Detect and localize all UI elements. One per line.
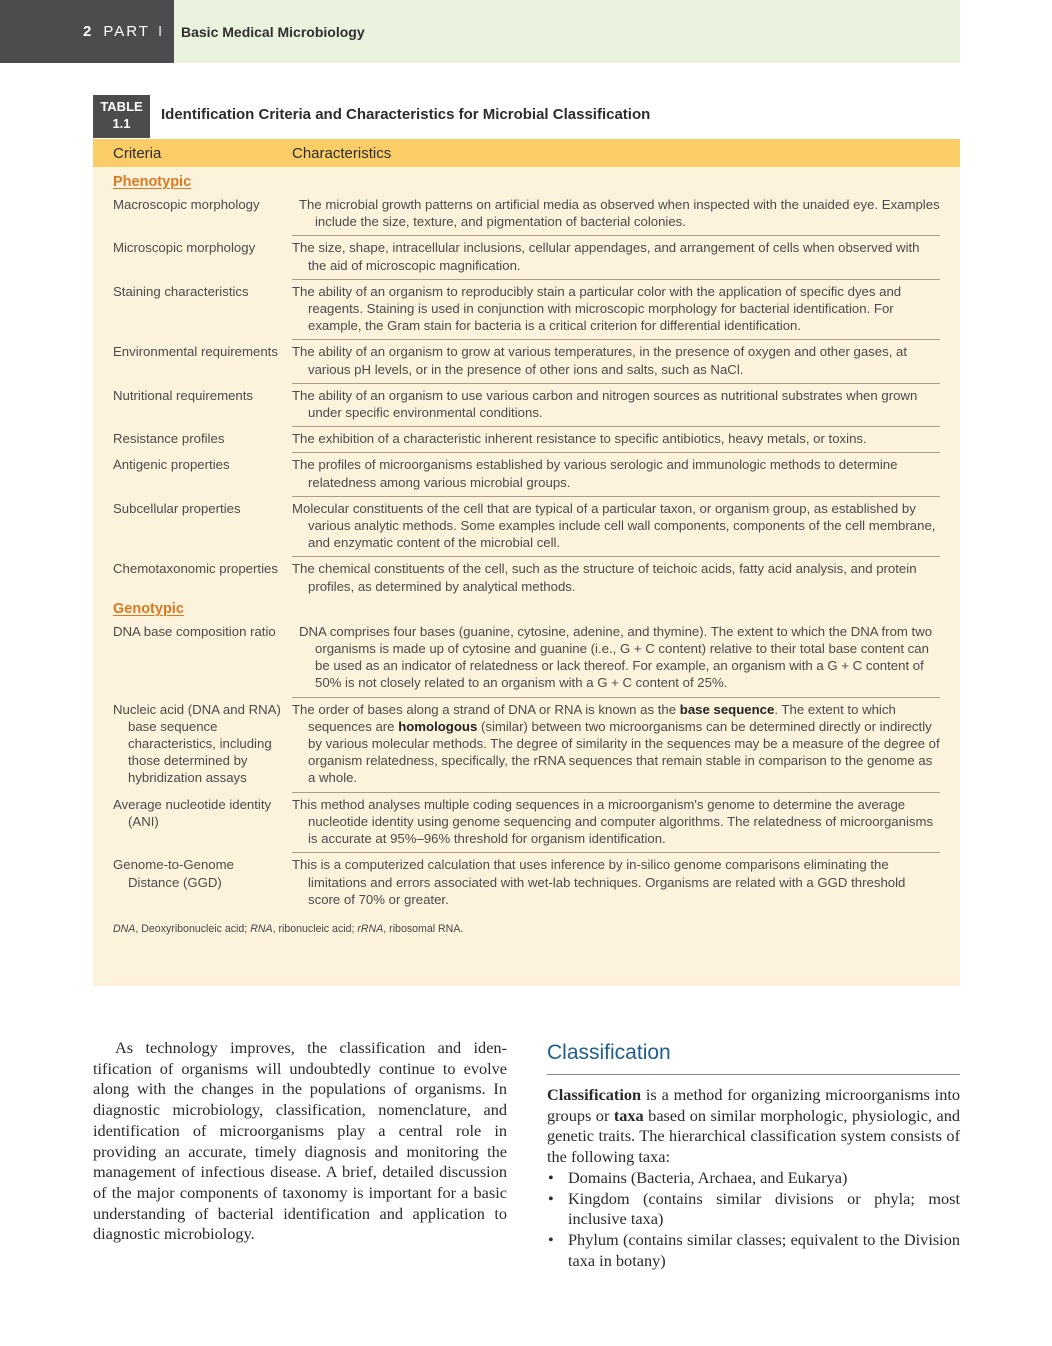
table-row xyxy=(113,384,940,426)
table-footnote xyxy=(113,923,940,935)
paragraph-text: based on similar morphologic, physiologic, and genetic traits. The hierarchical classification system consists of the following taxa: xyxy=(547,1105,960,1167)
characteristics-cell: Molecular constituents of the cell that are typical of a particular taxon, or organism group, as established by various analytic methods. Some examples include cell wall components, components of the cell membrane, and enzymatic content of the microbial cell. xyxy=(292,500,936,551)
characteristics-cell: The profiles of microorganisms established by various serologic and immunologic methods to determine relatedness among various microbial groups. xyxy=(292,457,898,490)
footnote-term: rRNA xyxy=(357,922,384,935)
running-header-part xyxy=(0,0,174,63)
criteria-cell: Subcellular properties xyxy=(113,500,241,516)
criteria-cell: Resistance profiles xyxy=(113,431,225,447)
characteristics-cell: The exhibition of a characteristic inherent resistance to specific antibiotics, heavy metals, or toxins. xyxy=(292,431,867,447)
seq-text-c: (similar) between two microorganisms can be determined directly or indirectly by various molecular methods. The degree of similarity in the sequences may be a measure of the degree of organism relatedness, specifically, the rRNA sequences that remain stable in comparison to the genome as a whole. xyxy=(308,718,940,786)
part-label: PART xyxy=(103,23,150,40)
left-column xyxy=(93,1038,507,1245)
characteristics-cell: This method analyses multiple coding sequences in a microorganism's genome to determine the average nucleotide identity using genome sequencing and computer algorithms. The relatedness of microorganisms is accurate at 95%–96% threshold for organism identification. xyxy=(292,796,934,847)
list-item: • Phylum (contains similar classes; equivalent to the Division taxa in botany) xyxy=(547,1230,960,1271)
table-row xyxy=(113,453,940,495)
table-body xyxy=(93,167,960,935)
intro-paragraph: As technology improves, the classification and identification of organisms will undoubtedly continue to evolve along with the changes in the populations of organisms. In diagnostic microbiology, classification, nomenclature, and identification of microorganisms play a central role in providing an accurate, timely diagnosis and monitoring the management of infectious disease. A brief, detailed discussion of the major components of taxonomy is important for a basic understanding of bacterial identification and application to diagnostic microbiology. xyxy=(93,1038,507,1244)
criteria-cell: Antigenic properties xyxy=(113,457,230,473)
characteristics-cell: The microbial growth patterns on artificial media as observed when inspected with the unaided eye. Examples include the size, texture, and pigmentation of bacterial colonies. xyxy=(299,197,940,230)
table-tag-label: TABLE xyxy=(100,99,143,114)
table-row xyxy=(113,853,940,913)
criteria-cell: DNA base composition ratio xyxy=(113,623,276,639)
section-genotypic: Genotypic xyxy=(113,600,184,617)
criteria-cell: Macroscopic morphology xyxy=(113,197,260,212)
criteria-cell: Microscopic morphology xyxy=(113,240,256,256)
term-homologous: homologous xyxy=(398,718,478,734)
part-number: I xyxy=(157,23,163,40)
paragraph-text: is a method for organizing microorganisms into groups or xyxy=(547,1085,960,1125)
footnote-term: DNA xyxy=(113,922,136,935)
characteristics-cell: The ability of an organism to use various carbon and nitrogen sources as nutritional substrates when grown under specific environmental conditions. xyxy=(292,387,918,421)
term-base-sequence: base sequence xyxy=(679,701,775,717)
footnote-def: , ribosomal RNA. xyxy=(383,922,464,935)
seq-text-b: . The extent to which sequences are xyxy=(308,701,896,734)
table-header-row xyxy=(93,139,960,167)
characteristics-cell: The ability of an organism to reproducibly stain a particular color with the application of specific dyes and reagents. Staining is used in conjunction with microscopic morphology for bacterial identification. For example, the Gram stain for bacteria is a critical criterion for differential identification. xyxy=(292,283,902,334)
classification-paragraph xyxy=(547,1085,960,1168)
taxa-list xyxy=(547,1168,960,1272)
characteristics-cell: DNA comprises four bases (guanine, cytosine, adenine, and thymine). The extent to which the DNA from two organisms is made up of cytosine and guanine (i.e., G + C content) relative to their total base content can be used as an indicator of relatedness or lack thereof. For example, an organism with a G + C content of 50% is not closely related to an organism with a G + C content of 25%. xyxy=(299,623,933,691)
table-row xyxy=(113,620,940,697)
table-title: Identification Criteria and Characteristics for Microbial Classification xyxy=(161,106,651,123)
page-number: 2 xyxy=(83,23,92,40)
column-header-criteria: Criteria xyxy=(113,144,162,162)
table-row xyxy=(113,236,940,278)
criteria-cell: Chemotaxonomic properties xyxy=(113,561,278,577)
characteristics-cell: This is a computerized calculation that uses inference by in-silico genome comparisons eliminating the limitations and errors associated with wet-lab techniques. Organisms are related with a GGD threshold score of 70% or greater. xyxy=(292,857,906,907)
footnote-def: , ribonucleic acid; xyxy=(272,922,358,935)
characteristics-cell: The size, shape, intracellular inclusions, cellular appendages, and arrangement of cells when observed with the aid of microscopic magnification. xyxy=(292,240,920,273)
right-column xyxy=(547,1038,960,1271)
running-header-title xyxy=(174,0,960,63)
section-heading-classification: Classification xyxy=(547,1040,960,1075)
criteria-cell: Average nucleotide identity (ANI) xyxy=(113,796,272,829)
list-item: • Kingdom (contains similar divisions or phyla; most inclusive taxa) xyxy=(547,1189,960,1230)
table-row xyxy=(113,698,940,792)
column-header-characteristics: Characteristics xyxy=(292,144,392,162)
table-row xyxy=(113,557,940,596)
characteristics-cell: The chemical constituents of the cell, such as the structure of teichoic acids, fatty acid analysis, and protein profiles, as determined by analytical methods. xyxy=(292,561,917,594)
footnote-def: , Deoxyribonucleic acid; xyxy=(135,922,251,935)
table-row xyxy=(113,427,940,452)
table-number-tag xyxy=(93,95,150,138)
table-row xyxy=(113,340,940,382)
characteristics-cell: The ability of an organism to grow at various temperatures, in the presence of oxygen and other gases, at various pH levels, or in the presence of other ions and salts, such as NaCl. xyxy=(292,344,908,377)
table-row xyxy=(113,280,940,340)
criteria-cell: Nutritional requirements xyxy=(113,387,253,403)
section-phenotypic: Phenotypic xyxy=(113,174,192,190)
seq-text-a: The order of bases along a strand of DNA or RNA is known as the xyxy=(292,701,680,717)
criteria-cell: Environmental requirements xyxy=(113,344,278,360)
list-item: • Domains (Bacteria, Archaea, and Eukarya) xyxy=(547,1168,960,1189)
term-taxa: taxa xyxy=(613,1105,644,1125)
book-title: Basic Medical Microbiology xyxy=(181,23,365,40)
table-row xyxy=(113,193,940,235)
table-1-1 xyxy=(93,139,960,986)
table-row xyxy=(113,497,940,557)
footnote-term: RNA xyxy=(250,922,273,935)
characteristics-cell xyxy=(292,701,940,787)
table-row xyxy=(113,793,940,853)
criteria-cell: Genome-to-Genome Distance (GGD) xyxy=(113,857,234,890)
criteria-cell: Staining characteristics xyxy=(113,283,249,299)
table-tag-number: 1.1 xyxy=(112,116,131,131)
criteria-cell: Nucleic acid (DNA and RNA) base sequence characteristics, including those determined by hybridization assays xyxy=(113,701,281,786)
term-classification: Classification xyxy=(547,1085,642,1104)
